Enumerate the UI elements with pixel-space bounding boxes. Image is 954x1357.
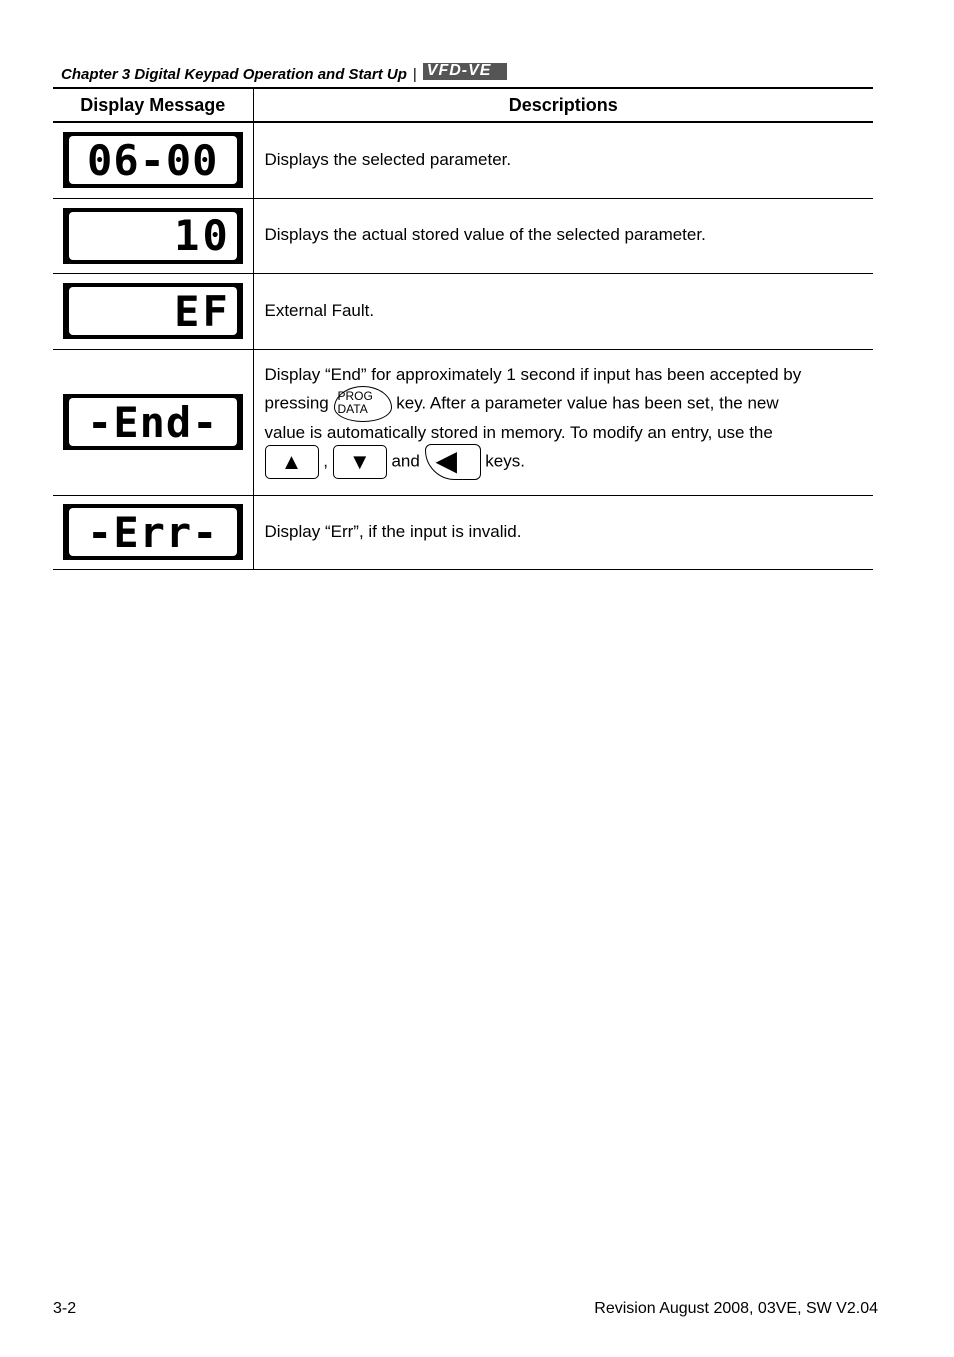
description-cell: Displays the actual stored value of the selected parameter. — [253, 198, 873, 273]
lcd-text: EF — [69, 287, 237, 335]
display-cell — [53, 349, 253, 495]
table-row — [53, 273, 873, 349]
vfd-ve-logo — [423, 63, 507, 80]
keys-text: keys. — [485, 451, 525, 471]
display-cell — [53, 495, 253, 569]
table-header-row — [53, 88, 873, 122]
table-row — [53, 122, 873, 198]
and-text: and — [391, 451, 420, 471]
comma-text: , — [323, 451, 328, 471]
page-number: 3-2 — [53, 1300, 77, 1317]
display-cell — [53, 122, 253, 198]
display-message-table — [53, 87, 873, 570]
lcd-text: 06-00 — [69, 136, 237, 184]
description-cell — [253, 349, 873, 495]
lcd-display — [63, 394, 243, 450]
desc-line: Display “End” for approximately 1 second if input has been accepted by — [264, 364, 802, 384]
lcd-display — [63, 208, 243, 264]
lcd-text: -End- — [69, 398, 237, 446]
description-cell: Display “Err”, if the input is invalid. — [253, 495, 873, 569]
lcd-text: 10 — [69, 212, 237, 260]
down-key-icon — [333, 445, 387, 479]
display-cell — [53, 198, 253, 273]
description-cell: External Fault. — [253, 273, 873, 349]
up-key-icon — [265, 445, 319, 479]
desc-line — [265, 386, 874, 422]
desc-text: pressing — [264, 393, 329, 413]
up-arrow-icon: ▲ — [280, 449, 303, 475]
data-label: DATA — [337, 402, 368, 416]
down-arrow-icon: ▼ — [348, 449, 371, 475]
table-row — [53, 349, 873, 495]
column-header-display: Display Message — [53, 88, 253, 122]
logo-text: VFD-VE — [426, 62, 492, 79]
lcd-text: -Err- — [69, 508, 237, 556]
lcd-display — [63, 132, 243, 188]
table-row — [53, 198, 873, 273]
left-arrow-icon: ◀ — [435, 445, 458, 477]
description-cell: Displays the selected parameter. — [253, 122, 873, 198]
desc-line: value is automatically stored in memory. To modify an entry, use the — [264, 423, 773, 442]
left-key-icon — [425, 444, 481, 480]
column-header-descriptions: Descriptions — [253, 88, 873, 122]
display-cell — [53, 273, 253, 349]
prog-label: PROG — [337, 389, 373, 403]
page-header — [61, 62, 507, 83]
lcd-display — [63, 283, 243, 339]
table-row — [53, 495, 873, 569]
prog-data-key-icon — [334, 386, 392, 422]
chapter-title: Chapter 3 Digital Keypad Operation and Start Up — [61, 66, 407, 83]
revision-note: Revision August 2008, 03VE, SW V2.04 — [594, 1300, 878, 1317]
lcd-display — [63, 504, 243, 560]
desc-line — [265, 444, 874, 480]
desc-text: key. After a parameter value has been set, the new — [396, 393, 779, 413]
header-separator: | — [412, 66, 417, 83]
